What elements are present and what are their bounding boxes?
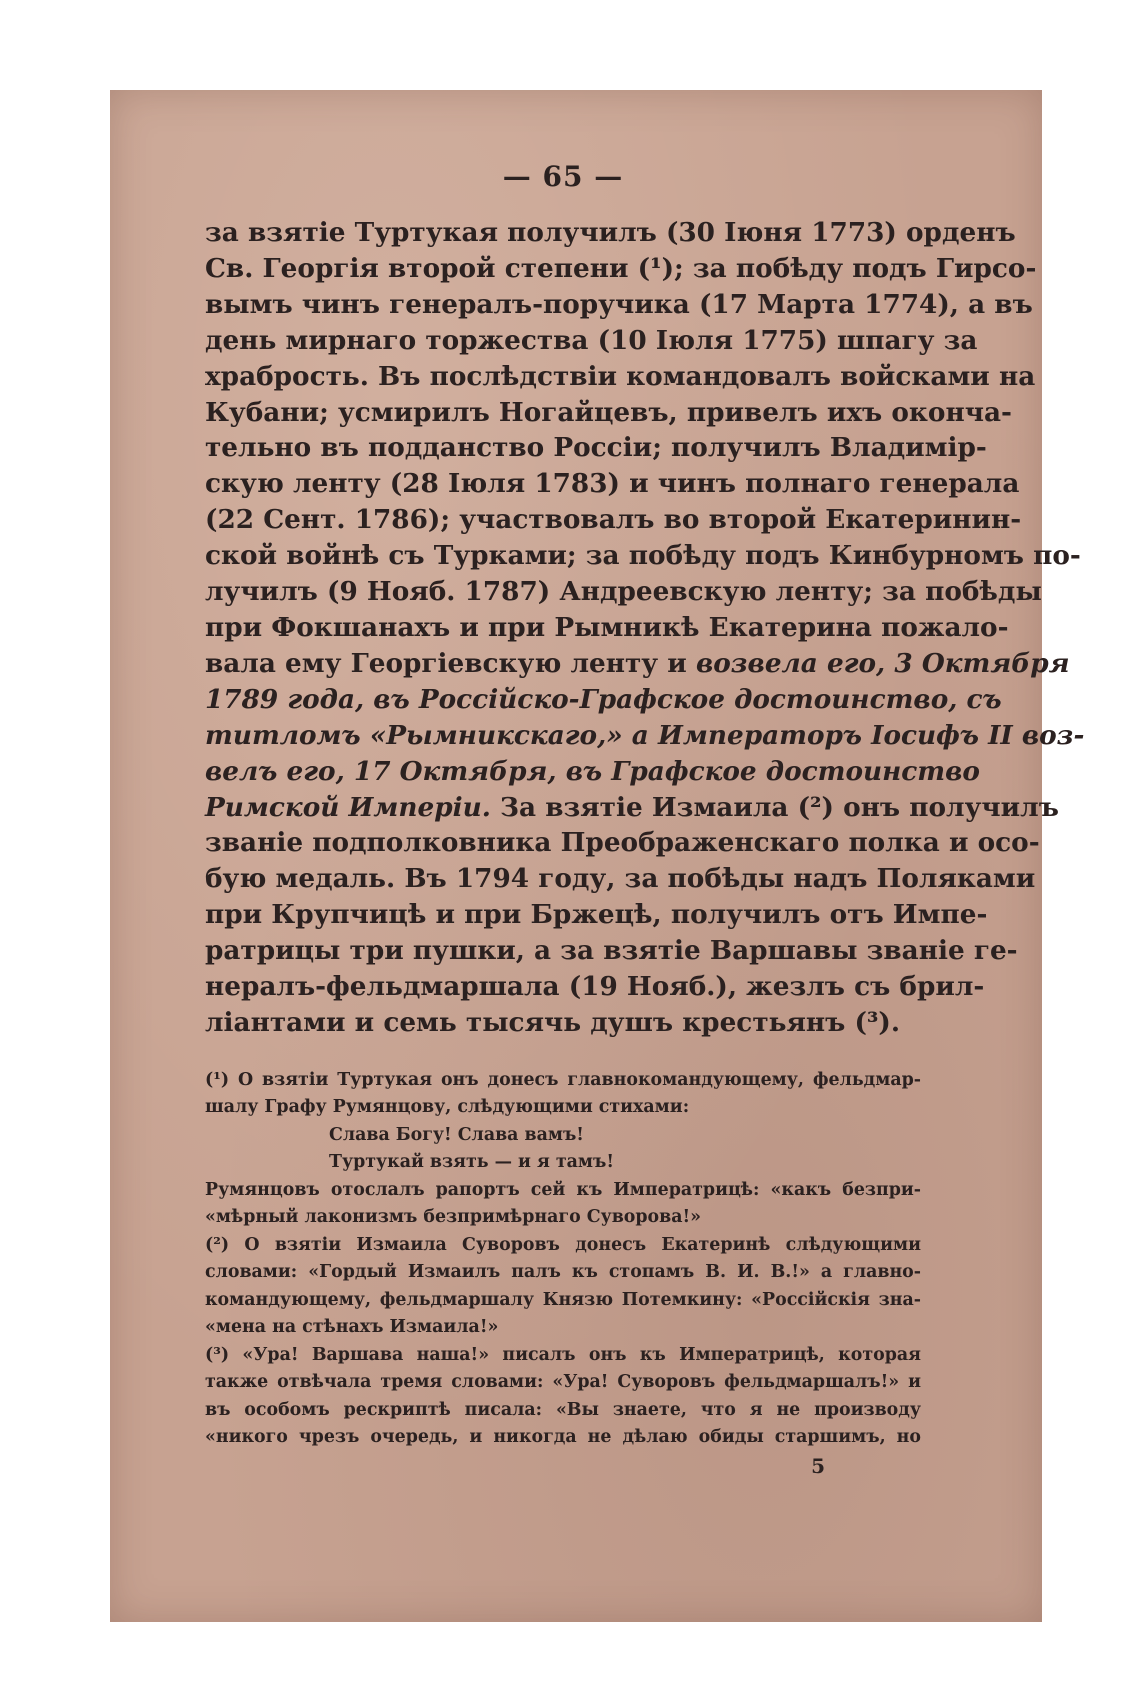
text-line	[205, 395, 1012, 431]
italic-text: титломъ «Рымникскаго,» а Императоръ Іосифъ II воз-	[205, 719, 1085, 751]
text-run: ской войнѣ съ Турками; за побѣду подъ Кинбурномъ по-	[205, 540, 1081, 572]
text-line	[205, 574, 1042, 610]
text-line	[205, 502, 1022, 538]
text-line	[205, 682, 1002, 718]
text-line	[205, 718, 1085, 754]
text-run: за взятіе Туртукая получилъ (30 Іюня 1773) орденъ	[205, 217, 1016, 248]
text-line	[205, 359, 1036, 395]
text-run: вымъ чинъ генералъ-поручика (17 Марта 1774), а въ	[205, 288, 1033, 320]
footnote-line: «мѣрный лаконизмъ безпримѣрнаго Суворова!»	[205, 1207, 702, 1228]
footnote-line: Румянцовъ отослалъ рапортъ сей къ Императрицѣ: «какъ безпри-	[205, 1179, 921, 1200]
text-run: Кубани; усмирилъ Ногайцевъ, привелъ ихъ оконча-	[205, 396, 1012, 428]
footnote-line: въ особомъ рескриптѣ писала: «Вы знаете, что я не производу	[205, 1399, 921, 1420]
text-run: званіе подполковника Преображенскаго полка и осо-	[205, 827, 1040, 859]
text-run: За взятіе Измаила (²) онъ получилъ	[490, 791, 1059, 823]
footnote-line: (³) «Ура! Варшава наша!» писалъ онъ къ Императрицѣ, которая	[205, 1344, 921, 1365]
footnote-verse-line: Слава Богу! Слава вамъ!	[329, 1124, 584, 1145]
text-run: вала ему Георгіевскую ленту и	[205, 647, 696, 679]
text-line	[205, 610, 1009, 646]
footnote-line: «никого чрезъ очередь, и никогда не дѣлаю обиды старшимъ, но	[205, 1427, 921, 1448]
text-line	[205, 466, 1020, 502]
text-run: ліантами и семь тысячь душъ крестьянъ (³).	[205, 1006, 901, 1038]
text-line	[205, 790, 1059, 826]
text-line	[205, 323, 978, 359]
text-line	[205, 215, 1016, 251]
text-run: Св. Георгія второй степени (¹); за побѣду подъ Гирсо-	[205, 252, 1037, 284]
text-run: ратрицы три пушки, а за взятіе Варшавы званіе ге-	[205, 935, 1018, 967]
footnote-line: шалу Графу Румянцову, слѣдующими стихами:	[205, 1097, 690, 1118]
scanned-page	[110, 90, 1085, 1622]
italic-text: 1789 года, въ Россійско-Графское достоинство, съ	[205, 683, 1002, 715]
main-text	[205, 215, 1085, 1041]
text-run: бую медаль. Въ 1794 году, за побѣды надъ Поляками	[205, 863, 1036, 895]
text-run: при Крупчицѣ и при Бржецѣ, получилъ отъ Импе-	[205, 899, 988, 931]
italic-text: велъ его, 17 Октября, въ Графское достоинство	[205, 755, 980, 787]
text-run: при Фокшанахъ и при Рымникѣ Екатерина пожало-	[205, 611, 1009, 643]
text-run: (22 Сент. 1786); участвовалъ во второй Екатеринин-	[205, 504, 1022, 536]
text-line	[205, 646, 1070, 682]
text-line	[205, 287, 1033, 323]
footnotes	[205, 1067, 921, 1452]
text-line	[205, 825, 1040, 861]
text-line	[205, 1005, 921, 1041]
footnote-line: (²) О взятіи Измаила Суворовъ донесъ Екатеринѣ слѣдующими	[205, 1234, 921, 1255]
text-run: скую ленту (28 Іюля 1783) и чинъ полнаго генерала	[205, 468, 1020, 500]
footnote-line: «мена на стѣнахъ Измаила!»	[205, 1317, 499, 1338]
text-run: храбрость. Въ послѣдствіи командовалъ войсками на	[205, 360, 1036, 392]
signature-mark: 5	[811, 1453, 825, 1478]
text-line	[205, 933, 1018, 969]
page-content	[205, 160, 1085, 1478]
footnote-line: также отвѣчала тремя словами: «Ура! Суворовъ фельдмаршалъ!» и	[205, 1372, 921, 1393]
italic-text: Римской Имперіи.	[205, 791, 491, 823]
text-run: нералъ-фельдмаршала (19 Нояб.), жезлъ съ брил-	[205, 971, 985, 1003]
italic-text: возвела его, 3 Октября	[695, 647, 1070, 679]
page-number: — 65 —	[502, 160, 624, 193]
text-run: день мирнаго торжества (10 Іюля 1775) шпагу за	[205, 324, 978, 356]
footnote-line: словами: «Гордый Измаилъ палъ къ стопамъ В. И. В.!» а главно-	[205, 1262, 921, 1283]
text-line	[205, 538, 1081, 574]
text-line	[205, 861, 1036, 897]
text-line	[205, 969, 985, 1005]
text-run: лучилъ (9 Нояб. 1787) Андреевскую ленту; за побѣды	[205, 576, 1042, 608]
text-line	[205, 754, 980, 790]
footnote-line: (¹) О взятіи Туртукая онъ донесъ главнокомандующему, фельдмар-	[205, 1069, 921, 1090]
text-run: тельно въ подданство Россіи; получилъ Владимір-	[205, 432, 987, 464]
text-line	[205, 897, 988, 933]
text-line	[205, 430, 987, 466]
footnote-verse-line: Туртукай взять — и я тамъ!	[329, 1152, 615, 1173]
footnote-line: командующему, фельдмаршалу Князю Потемкину: «Россійскія зна-	[205, 1289, 921, 1310]
text-line	[205, 251, 1037, 287]
